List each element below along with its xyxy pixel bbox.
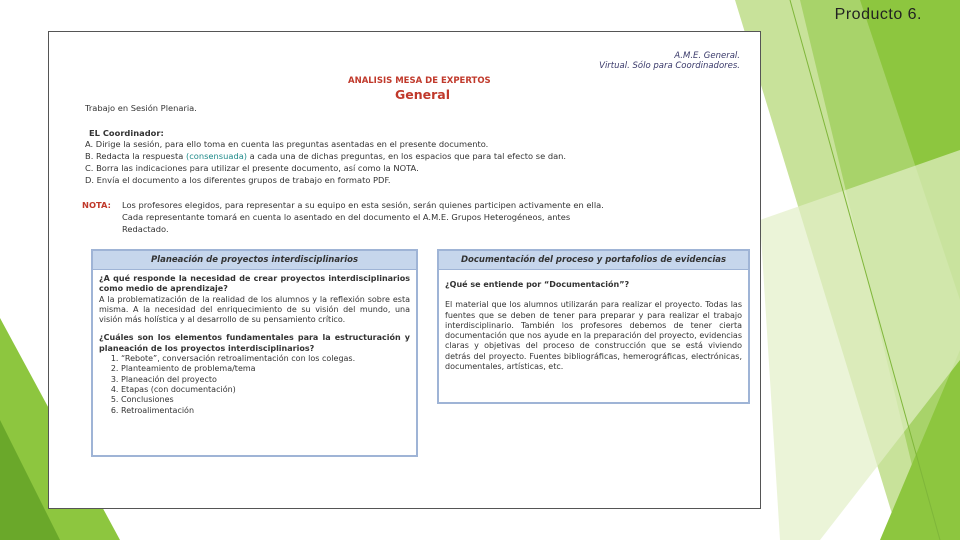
step-a: A. Dirige la sesión, para ello toma en cuenta las preguntas asentadas en el presente documento. <box>85 139 489 149</box>
planning-elements-list <box>99 354 410 416</box>
documentation-question-1: ¿Qué se entiende por “Documentación”? <box>445 280 630 289</box>
planning-answer-1: A la problematización de la realidad de los alumnos y la reflexión sobre esta misma. A la necesidad del enriquecimiento de su visión del mundo, una visión más holística y al desarrollo de su pensamiento crítico. <box>99 294 410 325</box>
note-line-2: Cada representante tomará en cuenta lo asentado en del documento el A.M.E. Grupos Heterogéneos, antes <box>122 212 571 222</box>
list-item: 5. Conclusiones <box>121 395 410 405</box>
planning-question-2: ¿Cuáles son los elementos fundamentales para la estructuración y planeación de los proyectos interdisciplinarios? <box>99 333 410 353</box>
document-image <box>48 31 761 509</box>
session-line: Trabajo en Sesión Plenaria. <box>85 103 197 113</box>
panel-planning <box>91 249 418 457</box>
planning-question-1: ¿A qué responde la necesidad de crear proyectos interdisciplinarios como medio de aprendizaje? <box>99 274 410 294</box>
step-d: D. Envía el documento a los diferentes grupos de trabajo en formato PDF. <box>85 175 391 185</box>
list-item: 1. “Rebote”, conversación retroalimentación con los colegas. <box>121 354 410 364</box>
header-right-line-1: A.M.E. General. <box>674 51 740 61</box>
panel-documentation-title: Documentación del proceso y portafolios de evidencias <box>439 251 748 270</box>
step-b-pre: B. Redacta la respuesta <box>85 151 186 161</box>
step-b <box>85 151 566 161</box>
note-line-1: Los profesores elegidos, para representar a su equipo en esta sesión, serán quienes participen activamente en ella. <box>122 200 604 210</box>
document-subheading: General <box>395 87 450 102</box>
step-b-highlight: (consensuada) <box>185 151 248 161</box>
panel-documentation <box>437 249 750 404</box>
step-b-post: a cada una de dichas preguntas, en los espacios que para tal efecto se dan. <box>247 151 567 161</box>
document-heading: ANALISIS MESA DE EXPERTOS <box>348 76 491 86</box>
header-right-line-2: Virtual. Sólo para Coordinadores. <box>599 61 740 71</box>
coordinator-label: EL Coordinador: <box>89 128 164 138</box>
step-c: C. Borra las indicaciones para utilizar el presente documento, así como la NOTA. <box>85 163 419 173</box>
slide-title: Producto 6. <box>834 6 922 23</box>
list-item: 3. Planeación del proyecto <box>121 375 410 385</box>
note-line-3: Redactado. <box>122 224 169 234</box>
panel-planning-title: Planeación de proyectos interdisciplinarios <box>93 251 416 270</box>
list-item: 6. Retroalimentación <box>121 406 410 416</box>
list-item: 2. Planteamiento de problema/tema <box>121 364 410 374</box>
note-label: NOTA: <box>82 200 111 210</box>
documentation-answer-1: El material que los alumnos utilizarán para realizar el proyecto. Todas las fuentes que se deben de tener para preparar y para realizar el trabajo interdisciplinario. También los profesores debemos de tener cierta documentación que nos ayude en la preparación del proyecto, evidencias claras y objetivas del proceso de construcción que se está viviendo detrás del proyecto. Fuentes bibliográficas, hemerográficas, electrónicas, documentales, artísticas, etc. <box>445 300 742 372</box>
list-item: 4. Etapas (con documentación) <box>121 385 410 395</box>
